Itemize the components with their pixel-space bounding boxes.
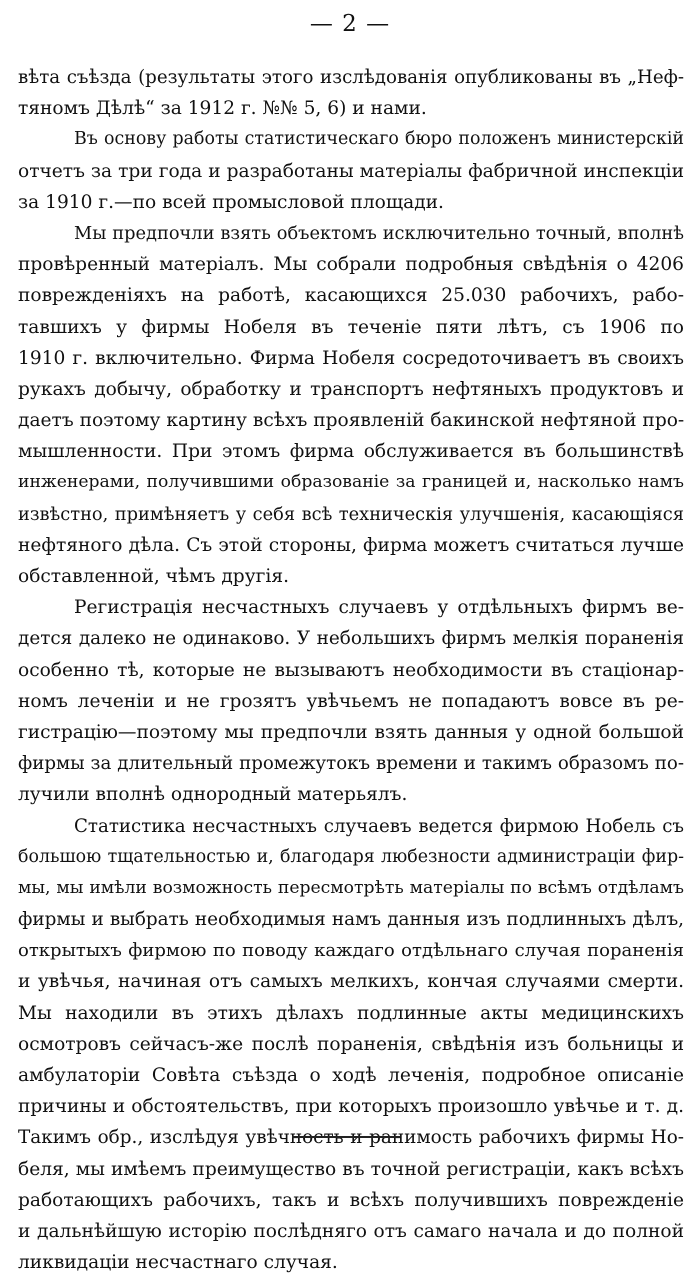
text-line: мы, мы имѣли возможность пересмотрѣть матеріалы по всѣмъ отдѣламъ xyxy=(18,873,684,904)
text-line: дется далеко не одинаково. У небольшихъ фирмъ мелкія пораненія xyxy=(18,623,684,654)
text-line: мышленности. При этомъ фирма обслуживается въ большинствѣ xyxy=(18,436,684,467)
text-line: Такимъ обр., изслѣдуя увѣчность и ранимость рабочихъ фирмы Но- xyxy=(18,1122,684,1153)
text-line: 1910 г. включительно. Фирма Нобеля сосредоточиваетъ въ своихъ xyxy=(18,343,684,374)
text-line: беля, мы имѣемъ преимущество въ точной регистраціи, какъ всѣхъ xyxy=(18,1154,684,1185)
text-line: Статистика несчастныхъ случаевъ ведется фирмою Нобель съ xyxy=(18,811,684,842)
text-line: Мы предпочли взять объектомъ исключительно точный, вполнѣ xyxy=(18,218,684,249)
text-line: большою тщательностью и, благодаря любезности администраціи фир- xyxy=(18,842,684,873)
text-line: инженерами, получившими образованіе за границей и, насколько намъ xyxy=(18,467,684,498)
text-line: поврежденіяхъ на работѣ, касающихся 25.030 рабочихъ, рабо- xyxy=(18,280,684,311)
text-line: особенно тѣ, которые не вызываютъ необходимости въ стаціонар- xyxy=(18,655,684,686)
text-line: номъ леченіи и не грозятъ увѣчьемъ не попадаютъ вовсе въ ре- xyxy=(18,686,684,717)
text-line: Мы находили въ этихъ дѣлахъ подлинные акты медицинскихъ xyxy=(18,998,684,1029)
text-line: тавшихъ у фирмы Нобеля въ теченіе пяти лѣтъ, съ 1906 по xyxy=(18,312,684,343)
text-line: рукахъ добычу, обработку и транспортъ нефтяныхъ продуктовъ и xyxy=(18,374,684,405)
text-line: и увѣчья, начиная отъ самыхъ мелкихъ, кончая случаями смерти. xyxy=(18,966,684,997)
text-line: за 1910 г.—по всей промысловой площади. xyxy=(18,187,684,218)
text-line: осмотровъ сейчасъ-же послѣ пораненія, свѣдѣнія изъ больницы и xyxy=(18,1029,684,1060)
paragraph xyxy=(18,592,684,810)
text-line: вѣта съѣзда (результаты этого изслѣдованія опубликованы въ „Неф- xyxy=(18,62,684,93)
text-line: фирмы и выбрать необходимыя намъ данныя изъ подлинныхъ дѣлъ, xyxy=(18,904,684,935)
paragraph xyxy=(18,62,684,124)
paragraph xyxy=(18,218,684,592)
text-line: фирмы за длительный промежутокъ времени и такимъ образомъ по- xyxy=(18,748,684,779)
text-line: обставленной, чѣмъ другія. xyxy=(18,561,684,592)
text-line: провѣренный матеріалъ. Мы собрали подробныя свѣдѣнія о 4206 xyxy=(18,249,684,280)
text-line: причины и обстоятельствъ, при которыхъ произошло увѣчье и т. д. xyxy=(18,1091,684,1122)
text-line: Въ основу работы статистическаго бюро положенъ министерскій xyxy=(18,124,684,155)
paragraph xyxy=(18,124,684,218)
text-line: лучили вполнѣ однородный матерьялъ. xyxy=(18,779,684,810)
end-of-section-rule xyxy=(292,1136,400,1138)
text-line: нефтяного дѣла. Съ этой стороны, фирма можетъ считаться лучше xyxy=(18,530,684,561)
body-text xyxy=(18,62,684,1278)
text-line: амбулаторіи Совѣта съѣзда о ходѣ леченія, подробное описаніе xyxy=(18,1060,684,1091)
text-line: Регистрація несчастныхъ случаевъ у отдѣльныхъ фирмъ ве- xyxy=(18,592,684,623)
text-line: открытыхъ фирмою по поводу каждаго отдѣльнаго случая пораненія xyxy=(18,935,684,966)
text-line: и дальнѣйшую исторію послѣдняго отъ самаго начала и до полной xyxy=(18,1216,684,1247)
text-line: отчетъ за три года и разработаны матеріалы фабричной инспекціи xyxy=(18,156,684,187)
page-number: — 2 — xyxy=(0,10,700,38)
text-line: извѣстно, примѣняетъ у себя всѣ техническія улучшенія, касающіяся xyxy=(18,499,684,530)
text-line: даетъ поэтому картину всѣхъ проявленій бакинской нефтяной про- xyxy=(18,405,684,436)
paragraph xyxy=(18,811,684,1278)
text-line: тяномъ Дѣлѣ“ за 1912 г. №№ 5, 6) и нами. xyxy=(18,93,684,124)
text-line: ликвидаціи несчастнаго случая. xyxy=(18,1247,684,1278)
text-line: работающихъ рабочихъ, такъ и всѣхъ получившихъ поврежденіе xyxy=(18,1185,684,1216)
text-line: гистрацію—поэтому мы предпочли взять данныя у одной большой xyxy=(18,717,684,748)
